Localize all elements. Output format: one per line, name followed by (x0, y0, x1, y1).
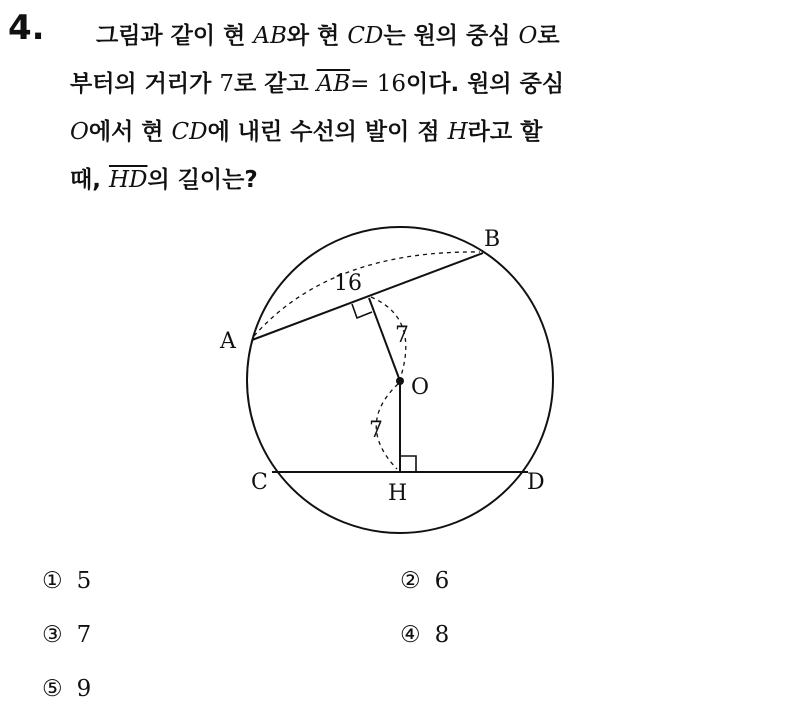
choice-mark: ② (400, 568, 421, 594)
text-segment: 와 현 (286, 23, 348, 49)
choice-4[interactable] (400, 622, 449, 648)
label-h: H (388, 481, 408, 506)
question-number: 4. (8, 8, 45, 48)
label-16: 16 (334, 271, 362, 296)
choice-mark: ③ (42, 622, 63, 648)
distance-value: 7 (219, 71, 234, 97)
choice-5[interactable] (42, 676, 91, 702)
text-segment: 는 원의 중심 (383, 23, 519, 49)
choice-value: 5 (76, 568, 92, 594)
text-segment: 로 (537, 23, 560, 49)
choice-1[interactable] (42, 568, 91, 594)
label-a: A (220, 329, 236, 354)
right-angle-mark-m (352, 304, 372, 318)
center-o-symbol: O (70, 119, 89, 145)
label-7-bottom: 7 (369, 418, 383, 443)
text-segment: 의 길이는? (147, 167, 258, 193)
text-segment: 라고 할 (467, 119, 543, 145)
choice-value: 6 (434, 568, 450, 594)
label-7-top: 7 (395, 323, 409, 348)
chord-cd-symbol: CD (347, 23, 384, 49)
chord-ab (252, 253, 483, 340)
choice-mark: ④ (400, 622, 421, 648)
length-arc-ab (254, 252, 480, 336)
point-h-symbol: H (447, 119, 468, 145)
choice-value: 8 (434, 622, 450, 648)
segment-ab-length: = 16 (350, 71, 407, 97)
choice-value: 9 (76, 676, 92, 702)
text-segment: 로 같고 (233, 71, 317, 97)
center-o-symbol: O (518, 23, 538, 49)
choice-mark: ① (42, 568, 63, 594)
text-segment: 에 내린 수선의 발이 점 (207, 119, 448, 145)
label-o: O (411, 375, 430, 400)
chord-cd-symbol: CD (171, 119, 208, 145)
segment-hd-symbol: $\overline{HD}$ (108, 167, 148, 193)
label-b: B (484, 227, 501, 252)
choice-mark: ⑤ (42, 676, 63, 702)
text-segment: 때, (70, 167, 109, 193)
text-segment: 이다. 원의 중심 (406, 71, 565, 97)
choice-2[interactable] (400, 568, 449, 594)
text-segment: 부터의 거리가 (70, 71, 220, 97)
choice-3[interactable] (42, 622, 91, 648)
label-c: C (251, 470, 268, 495)
text-segment: 그림과 같이 현 (96, 23, 254, 49)
text-segment: 에서 현 (88, 119, 172, 145)
choice-value: 7 (76, 622, 92, 648)
center-point (396, 377, 404, 385)
segment-ab-symbol: $\overline{AB}$ (316, 71, 351, 97)
chord-ab-symbol: AB (253, 23, 287, 49)
right-angle-mark-h (400, 456, 416, 472)
label-d: D (527, 470, 545, 495)
